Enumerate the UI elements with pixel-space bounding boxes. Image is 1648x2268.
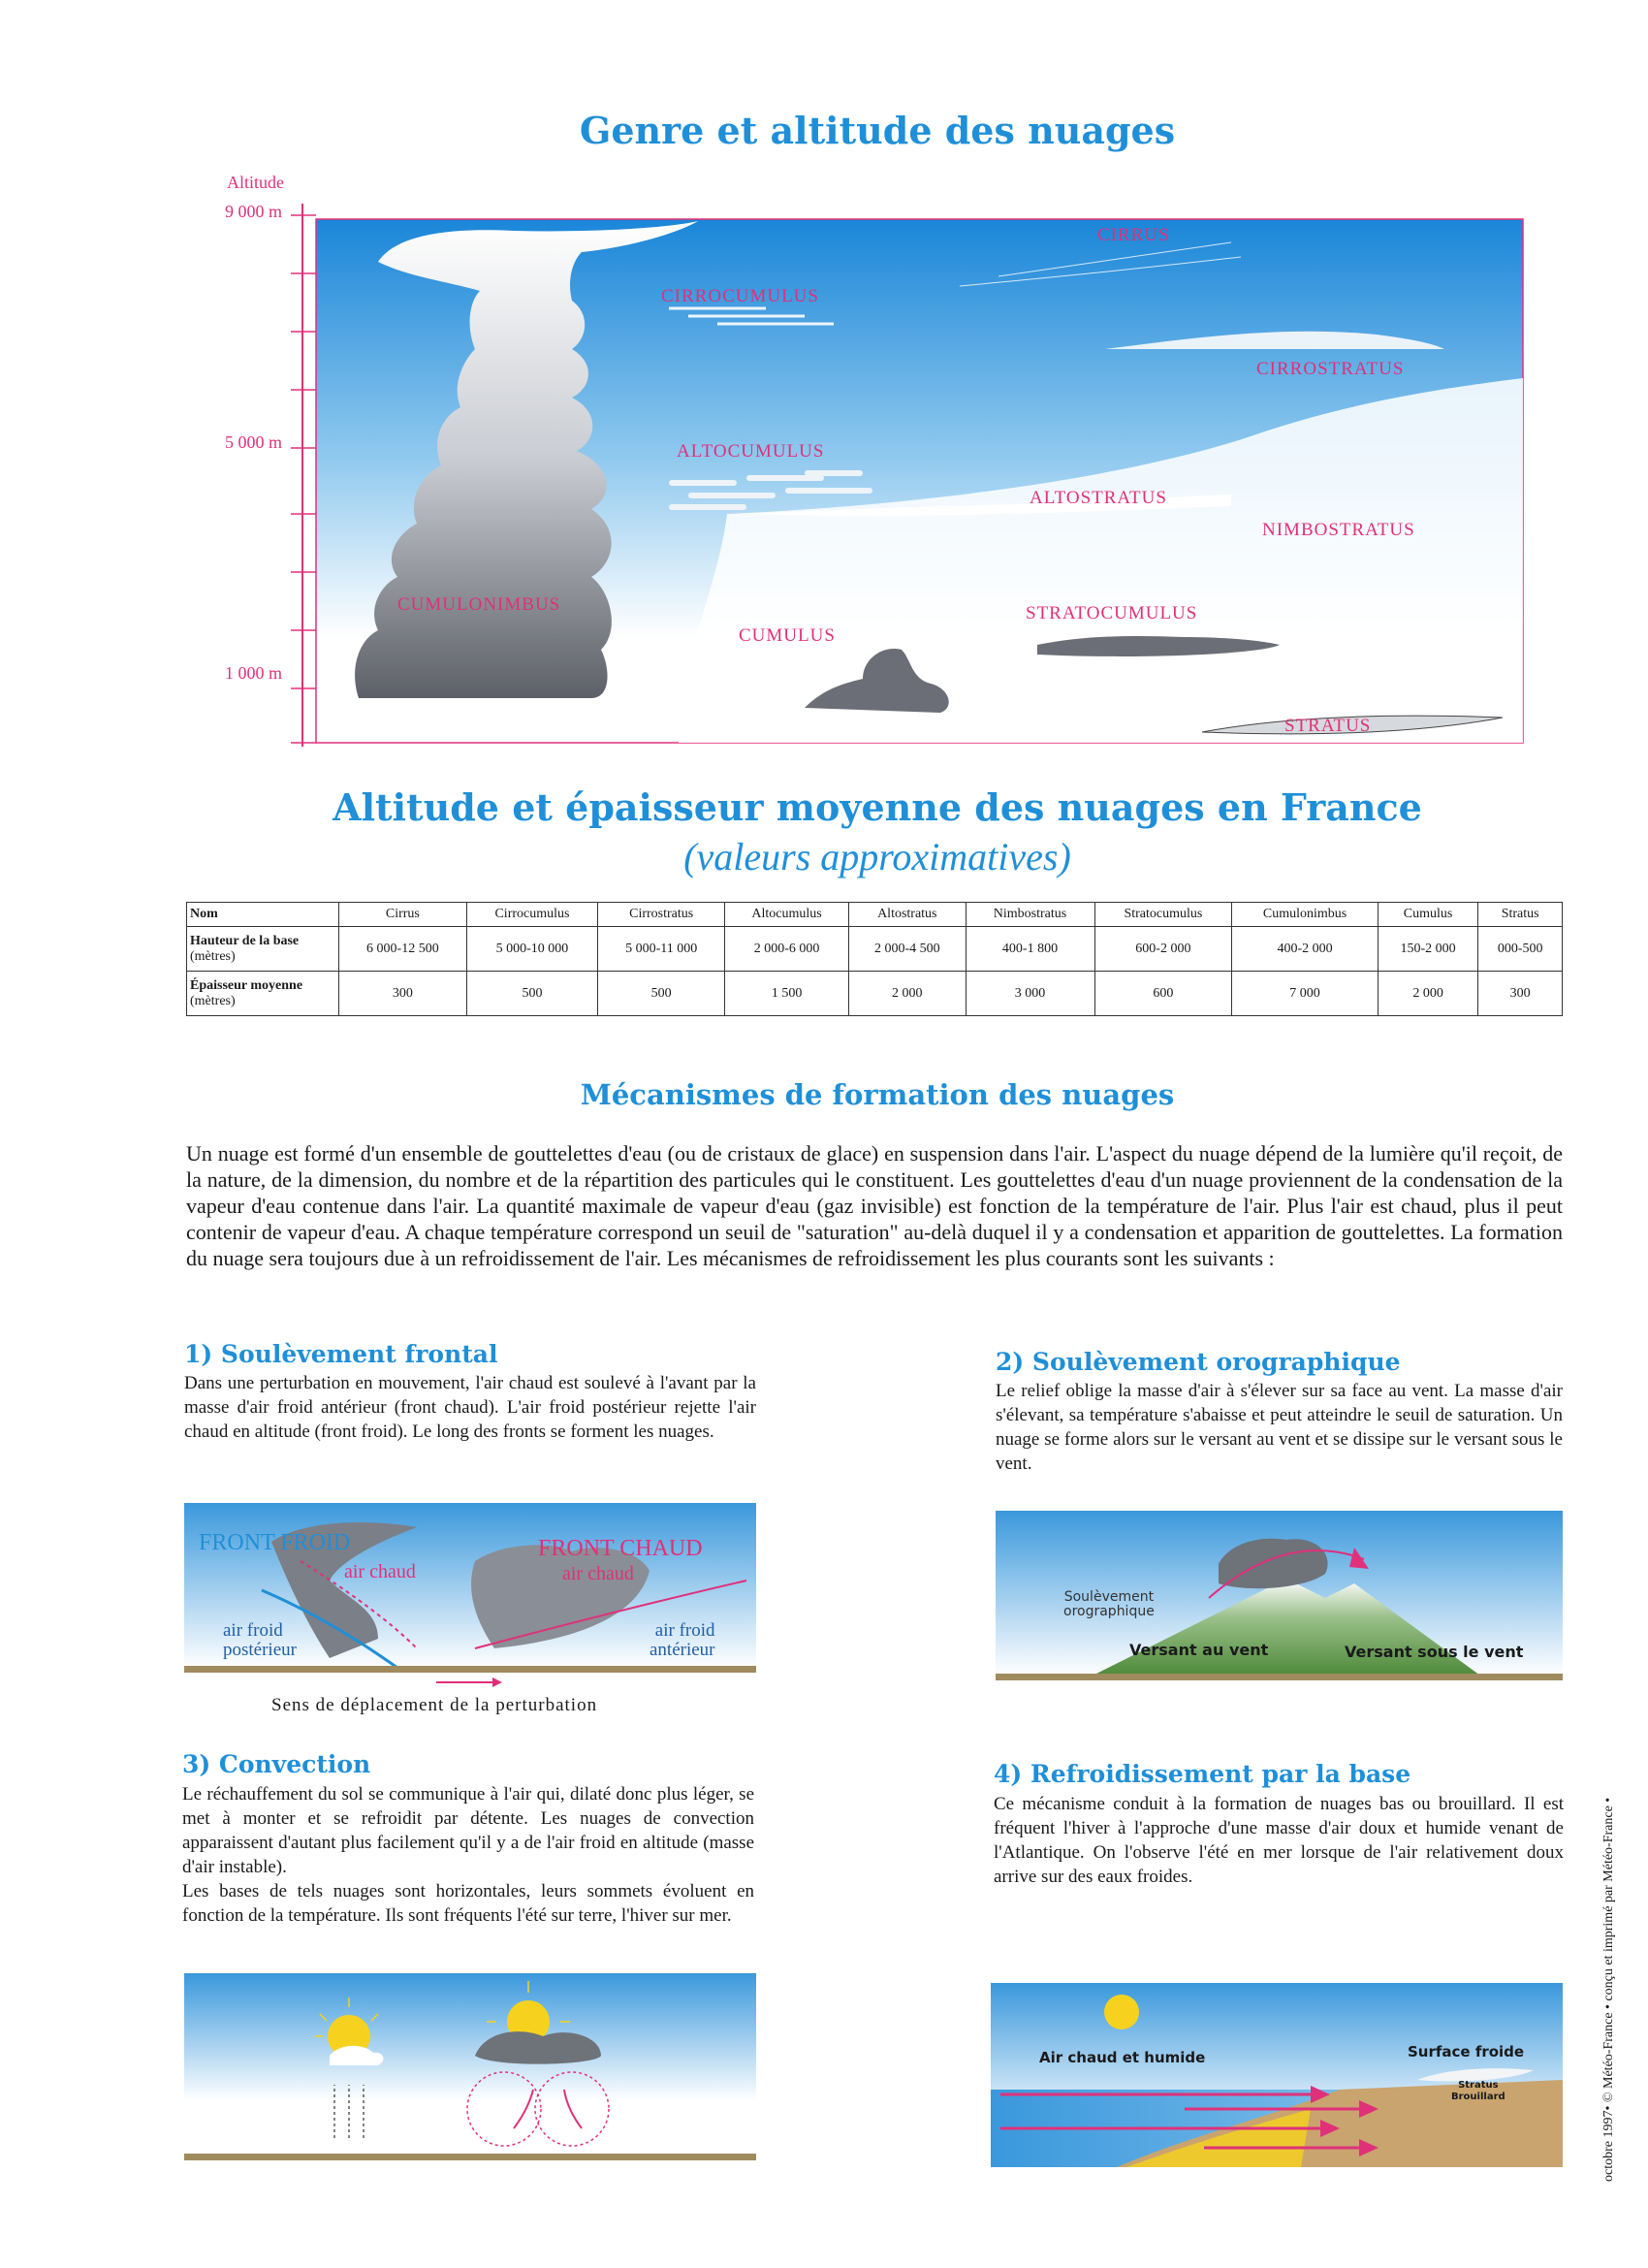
table-cell: 5 000-10 000 xyxy=(466,927,597,972)
altitude-axis-label: Altitude xyxy=(227,173,284,192)
page-title: Genre et altitude des nuages xyxy=(579,109,1176,152)
table-subtitle: (valeurs approximatives) xyxy=(683,835,1071,878)
tick-9000: 9 000 m xyxy=(225,202,283,221)
table-row xyxy=(187,972,1563,1016)
table-cell: 400-1 800 xyxy=(966,927,1094,972)
table-header-cell: Altostratus xyxy=(849,903,966,927)
label-stratocumulus: STRATOCUMULUS xyxy=(1026,603,1198,623)
table-cell: 1 500 xyxy=(725,972,849,1016)
section-2-text: Le relief oblige la masse d'air à s'élever sur sa face au vent. La masse d'air s'élevant, sa température s'abaisse et peut atteindre le seuil de saturation. Un nuage se forme alors sur le versant au vent et se dissipe sur le versant sous le vent. xyxy=(996,1381,1563,1474)
section-4-text: Ce mécanisme conduit à la formation de nuages bas ou brouillard. Il est fréquent l'hiver à l'approche d'une masse d'air doux et humide venant de l'Atlantique. On l'observe l'été en mer lorsque de l'air relativement doux arrive sur des eaux froides. xyxy=(994,1794,1564,1887)
label-posterieur: postérieur xyxy=(223,1640,297,1660)
table-cell: 2 000 xyxy=(849,972,966,1016)
section-3-text-1: Le réchauffement du sol se communique à l'air qui, dilaté donc plus léger, se met à monter et se refroidit par détente. Les nuages de convection apparaissent d'autant plus facilement qu'il y a de l'air froid en altitude (masse d'air instable). xyxy=(182,1784,754,1877)
section-2-title: 2) Soulèvement orographique xyxy=(996,1348,1401,1376)
label-nimbostratus: NIMBOSTRATUS xyxy=(1262,520,1415,540)
table-cell: 5 000-11 000 xyxy=(598,927,725,972)
displacement-caption: Sens de déplacement de la perturbation xyxy=(271,1695,598,1715)
label-stratus-small: Stratus xyxy=(1458,2080,1499,2091)
table-cell: 600-2 000 xyxy=(1094,927,1232,972)
label-versant-sous-vent: Versant sous le vent xyxy=(1345,1643,1524,1661)
label-stratus-brouillard xyxy=(1451,2080,1505,2103)
label-soulevement xyxy=(1063,1590,1155,1619)
copyright-note: octobre 1997• © Météo-France • conçu et imprimé par Météo-France • xyxy=(1601,1797,1616,2182)
label-soulevement-1: Soulèvement xyxy=(1063,1589,1155,1605)
label-soulevement-2: orographique xyxy=(1063,1604,1155,1619)
table-header-cell: Cirrus xyxy=(339,903,467,927)
tick-5000: 5 000 m xyxy=(225,432,283,452)
label-air-froid-anterieur xyxy=(650,1621,715,1660)
table-header-cell: Cirrostratus xyxy=(598,903,725,927)
table-row xyxy=(187,927,1563,972)
section-4-title: 4) Refroidissement par la base xyxy=(994,1760,1411,1788)
row-label: Épaisseur moyenne (mètres) xyxy=(187,972,339,1016)
table-cell: 2 000-6 000 xyxy=(725,927,849,972)
label-altocumulus: ALTOCUMULUS xyxy=(677,441,825,462)
table-cell: 000-500 xyxy=(1478,927,1563,972)
table-cell: 600 xyxy=(1094,972,1232,1016)
label-brouillard: Brouillard xyxy=(1451,2092,1505,2102)
label-front-chaud: FRONT CHAUD xyxy=(538,1536,703,1561)
table-cell: 150-2 000 xyxy=(1378,927,1478,972)
section-3-title: 3) Convection xyxy=(182,1750,371,1778)
label-surface-froide: Surface froide xyxy=(1408,2043,1525,2060)
table-title: Altitude et épaisseur moyenne des nuages en France xyxy=(333,785,1422,829)
label-cumulus: CUMULUS xyxy=(739,625,836,646)
section-1-title: 1) Soulèvement frontal xyxy=(184,1340,498,1368)
table-cell: 500 xyxy=(466,972,597,1016)
label-air-froid-2: air froid xyxy=(654,1620,715,1641)
table-cell: 2 000 xyxy=(1378,972,1478,1016)
section-1-text: Dans une perturbation en mouvement, l'air chaud est soulevé à l'avant par la masse d'air froid antérieur (front chaud). L'air froid postérieur rejette l'air chaud en altitude (front froid). Le long des fronts se forment les nuages. xyxy=(184,1373,756,1442)
convection-diagram-art xyxy=(184,1973,756,2160)
mechanisms-title: Mécanismes de formation des nuages xyxy=(580,1078,1175,1111)
table-header-cell: Cirrocumulus xyxy=(466,903,597,927)
table-cell: 300 xyxy=(1478,972,1563,1016)
label-cirrostratus: CIRROSTRATUS xyxy=(1256,359,1405,379)
table-cell: 500 xyxy=(598,972,725,1016)
table-header-cell: Stratus xyxy=(1478,903,1563,927)
table-header-cell: Nom xyxy=(187,903,339,927)
base-cooling-diagram-art xyxy=(991,1983,1563,2167)
displacement-arrow xyxy=(436,1676,504,1689)
altitude-chart xyxy=(262,204,1541,761)
label-air-chaud-2: air chaud xyxy=(562,1563,634,1584)
table-header-cell: Cumulus xyxy=(1378,903,1478,927)
frontal-diagram xyxy=(184,1503,756,1673)
table-cell: 6 000-12 500 xyxy=(339,927,467,972)
row-label: Hauteur de la base (mètres) xyxy=(187,927,339,972)
label-stratus: STRATUS xyxy=(1284,716,1372,736)
label-altostratus: ALTOSTRATUS xyxy=(1030,488,1167,508)
convection-diagram xyxy=(184,1973,756,2160)
label-versant-au-vent: Versant au vent xyxy=(1129,1641,1269,1659)
label-cirrus: CIRRUS xyxy=(1097,225,1170,245)
label-air-chaud-1: air chaud xyxy=(344,1561,416,1582)
label-anterieur: antérieur xyxy=(650,1640,715,1660)
label-air-chaud-humide: Air chaud et humide xyxy=(1039,2049,1206,2066)
section-3-text-2: Les bases de tels nuages sont horizontales, leurs sommets évoluent en fonction de la température. Ils sont fréquents l'été sur terre, l'hiver sur mer. xyxy=(182,1881,754,1926)
cloud-table xyxy=(186,902,1563,1016)
base-cooling-diagram xyxy=(991,1983,1563,2167)
table-header-cell: Nimbostratus xyxy=(966,903,1094,927)
table-header-row xyxy=(187,903,1563,927)
label-air-froid-posterieur xyxy=(223,1621,297,1660)
label-front-froid: FRONT FROID xyxy=(199,1530,351,1555)
label-air-froid-1: air froid xyxy=(223,1620,283,1641)
table-cell: 3 000 xyxy=(966,972,1094,1016)
table-header-cell: Cumulonimbus xyxy=(1232,903,1379,927)
tick-1000: 1 000 m xyxy=(225,663,283,683)
intro-paragraph: Un nuage est formé d'un ensemble de gouttelettes d'eau (ou de cristaux de glace) en suspension dans l'air. L'aspect du nuage dépend de la lumière qu'il reçoit, de la nature, de la dimension, du nombre et de la répartition des particules qui le constituent. Les gouttelettes d'eau d'un nuage proviennent de la condensation de la vapeur d'eau contenue dans l'air. La quantité maximale de vapeur d'eau (gaz invisible) est fonction de la température de l'air. Plus l'air est chaud, plus il peut contenir de vapeur d'eau. A chaque température correspond un seuil de "saturation" au-delà duquel il y a condensation et apparition de gouttelettes. La formation du nuage sera toujours due à un refroidissement de l'air. Les mécanismes de refroidissement les plus courants sont les suivants : xyxy=(186,1141,1563,1270)
label-cirrocumulus: CIRROCUMULUS xyxy=(661,286,819,306)
table-cell: 2 000-4 500 xyxy=(849,927,966,972)
table-cell: 7 000 xyxy=(1232,972,1379,1016)
table-cell: 400-2 000 xyxy=(1232,927,1379,972)
table-header-cell: Stratocumulus xyxy=(1094,903,1232,927)
table-cell: 300 xyxy=(339,972,467,1016)
table-header-cell: Altocumulus xyxy=(725,903,849,927)
orographic-diagram xyxy=(996,1511,1563,1680)
label-cumulonimbus: CUMULONIMBUS xyxy=(397,594,561,615)
